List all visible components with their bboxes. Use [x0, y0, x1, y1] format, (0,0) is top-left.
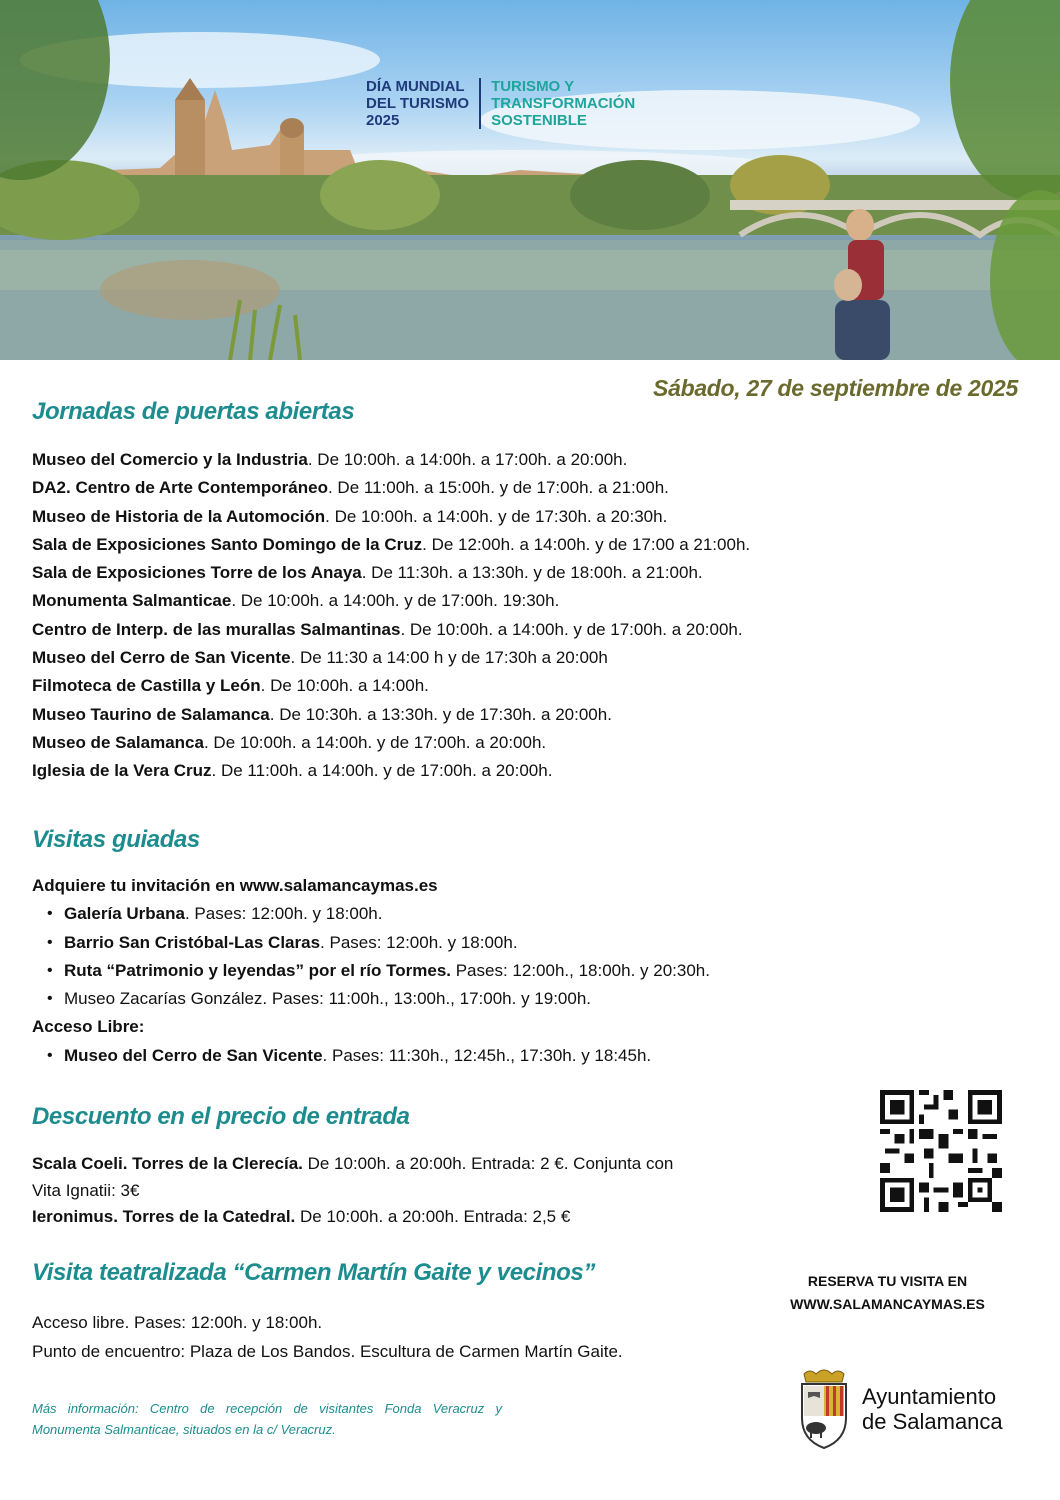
descuento-block [32, 1151, 673, 1231]
discount-venue: Scala Coeli. Torres de la Clerecía. [32, 1154, 303, 1173]
list-item [32, 559, 750, 587]
list-item [32, 701, 750, 729]
list-item [64, 1042, 710, 1070]
venue-hours: . De 10:00h. a 14:00h. y de 17:00h. a 20:00h. [400, 619, 743, 639]
list-item [32, 757, 750, 785]
tour-times: Pases: 12:00h., 18:00h. y 20:30h. [451, 960, 710, 980]
discount-detail: De 10:00h. a 20:00h. Entrada: 2 €. Conjunta con [302, 1154, 674, 1173]
tour-times: . Pases: 12:00h. y 18:00h. [320, 932, 518, 952]
teatral-block [32, 1309, 623, 1366]
venue-name: Sala de Exposiciones Santo Domingo de la Cruz [32, 534, 423, 554]
brand-right-block [481, 78, 635, 129]
list-item [32, 531, 750, 559]
tour-name: Ruta “Patrimonio y leyendas” por el río Tormes. [64, 960, 451, 980]
brand-right-line3: SOSTENIBLE [491, 112, 587, 129]
venue-hours: . De 10:00h. a 14:00h. a 17:00h. a 20:00h. [307, 450, 628, 469]
tour-name: Galería Urbana [64, 904, 185, 924]
list-item [64, 985, 710, 1013]
venue-name: Filmoteca de Castilla y León [32, 676, 261, 696]
list-item [32, 729, 750, 757]
jornadas-list [32, 446, 750, 786]
hero-banner [0, 0, 1060, 360]
venue-hours: . De 11:00h. a 15:00h. y de 17:00h. a 21:00h. [327, 478, 669, 498]
invite-text: Adquiere tu invitación en www.salamancaymas.es [32, 876, 438, 895]
discount-line [32, 1204, 673, 1231]
venue-hours: . De 10:00h. a 14:00h. y de 17:00h. 19:30h. [231, 591, 560, 611]
venue-hours: . De 10:30h. a 13:30h. y de 17:30h. a 20:00h. [269, 704, 612, 724]
brand-left-line1: DÍA MUNDIAL [366, 78, 465, 95]
section-title-teatral: Visita teatralizada “Carmen Martín Gaite y vecinos” [32, 1259, 595, 1286]
list-item [64, 957, 710, 985]
venue-name: Centro de Interp. de las murallas Salmantinas [32, 619, 401, 639]
brand-left-block [366, 78, 481, 129]
invite-line [32, 872, 710, 900]
list-item [32, 446, 750, 474]
venue-name: Museo Taurino de Salamanca [32, 704, 270, 724]
salamanca-river-photo [0, 0, 1060, 360]
list-item [32, 672, 750, 700]
list-item [32, 644, 750, 672]
list-item [32, 587, 750, 615]
city-council-name [862, 1384, 1003, 1434]
reserve-visit-notice [760, 1270, 1015, 1316]
list-item [64, 929, 710, 957]
qr-code[interactable] [880, 1090, 1002, 1212]
list-item [32, 503, 750, 531]
venue-hours: . De 10:00h. a 14:00h. y de 17:00h. a 20:00h. [203, 732, 547, 752]
section-title-jornadas: Jornadas de puertas abiertas [32, 398, 355, 425]
city-line2: de Salamanca [862, 1409, 1003, 1434]
list-item [32, 474, 750, 502]
ayuntamiento-logo [796, 1368, 1003, 1450]
brand-right-line2: TRANSFORMACIÓN [491, 95, 636, 112]
free-access-label: Acceso Libre: [32, 1017, 145, 1037]
brand-left-line2: DEL TURISMO [366, 95, 470, 112]
world-tourism-day-logo [366, 78, 635, 129]
tour-times: Museo Zacarías González. Pases: 11:00h., 13:00h., 17:00h. y 19:00h. [64, 989, 592, 1009]
event-date: Sábado, 27 de septiembre de 2025 [653, 375, 1018, 401]
reserve-website-link[interactable]: WWW.SALAMANCAYMAS.ES [790, 1296, 985, 1312]
teatral-line: Punto de encuentro: Plaza de Los Bandos. Escultura de Carmen Martín Gaite. [32, 1341, 623, 1361]
brand-left-line3: 2025 [366, 112, 400, 129]
tour-name: Barrio San Cristóbal-Las Claras [64, 932, 321, 952]
venue-name: Iglesia de la Vera Cruz [32, 761, 212, 781]
venue-name: Museo de Salamanca [32, 732, 204, 752]
list-item [32, 616, 750, 644]
venue-name: Sala de Exposiciones Torre de los Anaya [32, 563, 362, 583]
venue-hours: . De 11:00h. a 14:00h. y de 17:00h. a 20:00h. [211, 761, 553, 781]
brand-right-line1: TURISMO Y [491, 78, 575, 95]
more-info-note: Más información: Centro de recepción de visitantes Fonda Veracruz y Monumenta Salmanticae, situados en la c/ Veracruz. [32, 1401, 502, 1437]
venue-hours: . De 12:00h. a 14:00h. y de 17:00 a 21:00h. [422, 534, 751, 554]
venue-name: Monumenta Salmanticae [32, 591, 232, 611]
tour-times: . Pases: 11:30h., 12:45h., 17:30h. y 18:45h. [322, 1045, 652, 1065]
venue-hours: . De 11:30 a 14:00 h y de 17:30h a 20:00h [290, 648, 608, 668]
venue-hours: . De 10:00h. a 14:00h. y de 17:30h. a 20:30h. [325, 506, 668, 526]
teatral-line: Acceso libre. Pases: 12:00h. y 18:00h. [32, 1313, 323, 1332]
section-title-descuento: Descuento en el precio de entrada [32, 1103, 410, 1130]
venue-name: Museo del Cerro de San Vicente [32, 648, 291, 668]
venue-hours: . De 10:00h. a 14:00h. [260, 676, 429, 696]
free-access-label-row [32, 1013, 710, 1041]
venue-name: Museo del Comercio y la Industria [32, 450, 308, 469]
discount-venue: Ieronimus. Torres de la Catedral. [32, 1207, 296, 1226]
discount-detail: De 10:00h. a 20:00h. Entrada: 2,5 € [295, 1207, 571, 1226]
list-item [64, 900, 710, 928]
discount-line [32, 1151, 673, 1178]
city-line1: Ayuntamiento [862, 1384, 997, 1409]
coat-of-arms-icon [796, 1368, 852, 1450]
tour-name: Museo del Cerro de San Vicente [64, 1045, 323, 1065]
discount-line [32, 1178, 673, 1205]
venue-name: Museo de Historia de la Automoción [32, 506, 326, 526]
venue-name: DA2. Centro de Arte Contemporáneo [32, 478, 328, 498]
tour-times: . Pases: 12:00h. y 18:00h. [184, 904, 383, 924]
free-list [32, 1042, 710, 1070]
invite-list [32, 900, 710, 1013]
reserve-line1: RESERVA TU VISITA EN [807, 1273, 968, 1289]
visitas-block [32, 872, 710, 1070]
section-title-visitas: Visitas guiadas [32, 826, 200, 853]
discount-detail: Vita Ignatii: 3€ [32, 1180, 140, 1200]
venue-hours: . De 11:30h. a 13:30h. y de 18:00h. a 21:00h. [361, 563, 703, 583]
